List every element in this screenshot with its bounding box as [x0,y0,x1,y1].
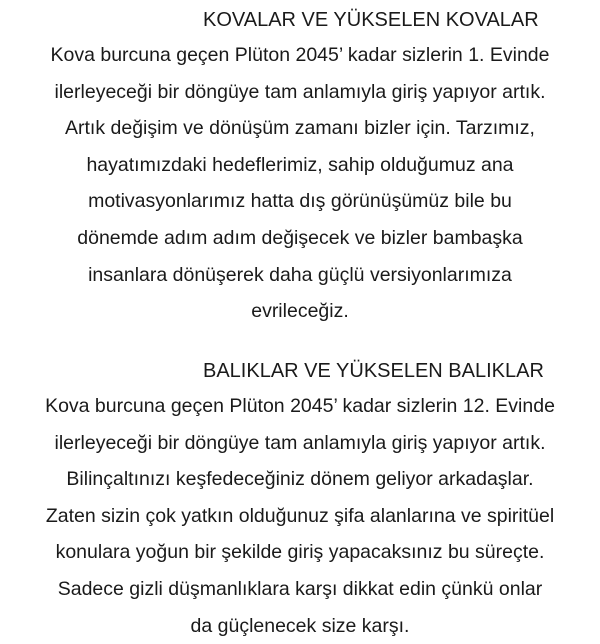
text-line: konulara yoğun bir şekilde giriş yapacaksınız bu süreçte. [55,541,545,564]
text-line: insanlara dönüşerek daha güçlü versiyonlarımıza [88,263,512,286]
text-line: dönemde adım adım değişecek ve bizler bambaşka [77,226,523,249]
section-body [0,37,600,330]
text-line: Sadece gizli düşmanlıklara karşı dikkat edin çünkü onlar [57,577,543,600]
text-line: da güçlenecek size karşı. [190,614,410,637]
section-baliklar [0,355,600,644]
text-line: Kova burcuna geçen Plüton 2045’ kadar sizlerin 12. Evinde [45,395,555,417]
text-line: motivasyonlarımız hatta dış görünüşümüz bile bu [88,190,512,213]
text-line: evrileceğiz. [251,300,349,323]
section-body [0,388,600,644]
text-line: hayatımızdaki hedeflerimiz, sahip olduğumuz ana [86,153,514,176]
section-kovalar [0,4,600,330]
section-heading: BALIKLAR VE YÜKSELEN BALIKLAR [203,360,544,382]
text-line: Zaten sizin çok yatkın olduğunuz şifa alanlarına ve spiritüel [45,504,555,527]
text-line: ilerleyeceği bir döngüye tam anlamıyla giriş yapıyor artık. [54,431,546,454]
text-line: Artık değişim ve dönüşüm zamanı bizler için. Tarzımız, [65,117,535,140]
section-heading: KOVALAR VE YÜKSELEN KOVALAR [203,9,539,31]
text-line: Bilinçaltınızı keşfedeceğiniz dönem geliyor arkadaşlar. [66,468,534,491]
text-line: Kova burcuna geçen Plüton 2045’ kadar sizlerin 1. Evinde [50,44,550,66]
text-line: ilerleyeceği bir döngüye tam anlamıyla giriş yapıyor artık. [54,80,546,103]
